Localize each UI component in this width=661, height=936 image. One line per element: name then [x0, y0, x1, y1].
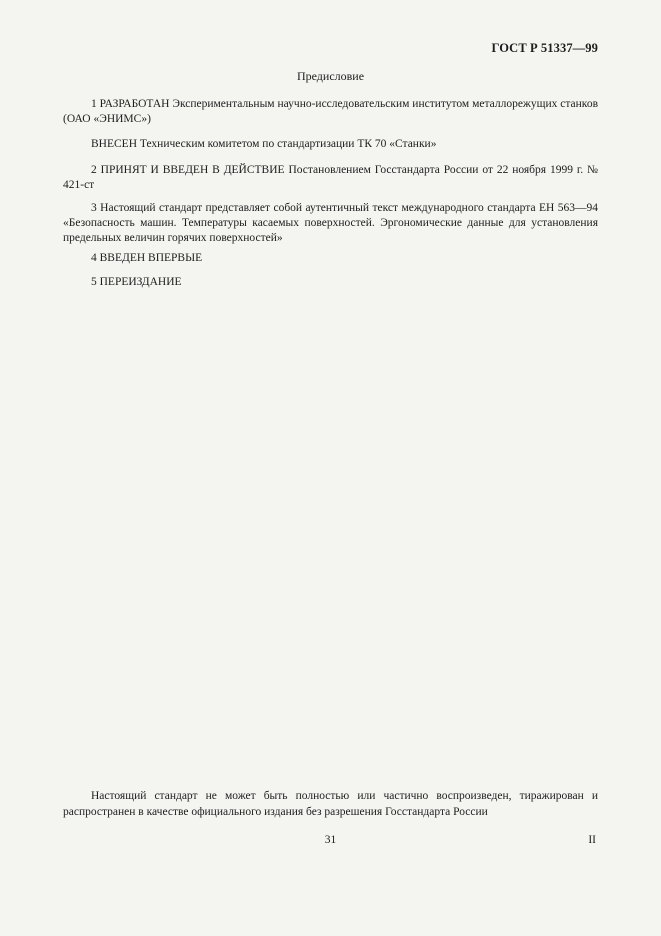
- copyright-note: Настоящий стандарт не может быть полностью или частично воспроизведен, тиражирован и распространен в качестве официального издания без разрешения Госстандарта России: [63, 790, 598, 818]
- page-number: 31: [324, 834, 337, 846]
- preface-paragraph-5: 4 ВВЕДЕН ВПЕРВЫЕ: [91, 252, 203, 264]
- preface-paragraph-2: ВНЕСЕН Техническим комитетом по стандартизации ТК 70 «Станки»: [91, 138, 437, 150]
- preface-paragraph-1: 1 РАЗРАБОТАН Экспериментальным научно-исследовательским институтом металлорежущих станков (ОАО «ЭНИМС»): [63, 98, 598, 125]
- preface-paragraph-6: 5 ПЕРЕИЗДАНИЕ: [91, 276, 182, 288]
- edition-mark: II: [588, 834, 596, 846]
- preface-paragraph-3: 2 ПРИНЯТ И ВВЕДЕН В ДЕЙСТВИЕ Постановлением Госстандарта России от 22 ноября 1999 г. № 421-ст: [63, 164, 598, 191]
- standard-code: ГОСТ Р 51337—99: [491, 41, 598, 55]
- preface-paragraph-4: 3 Настоящий стандарт представляет собой аутентичный текст международного стандарта ЕН 563—94 «Безопасность машин. Температуры касаемых поверхностей. Эргономические данные для установления предельных величин горячих поверхностей»: [63, 202, 598, 244]
- preface-title: Предисловие: [296, 69, 365, 83]
